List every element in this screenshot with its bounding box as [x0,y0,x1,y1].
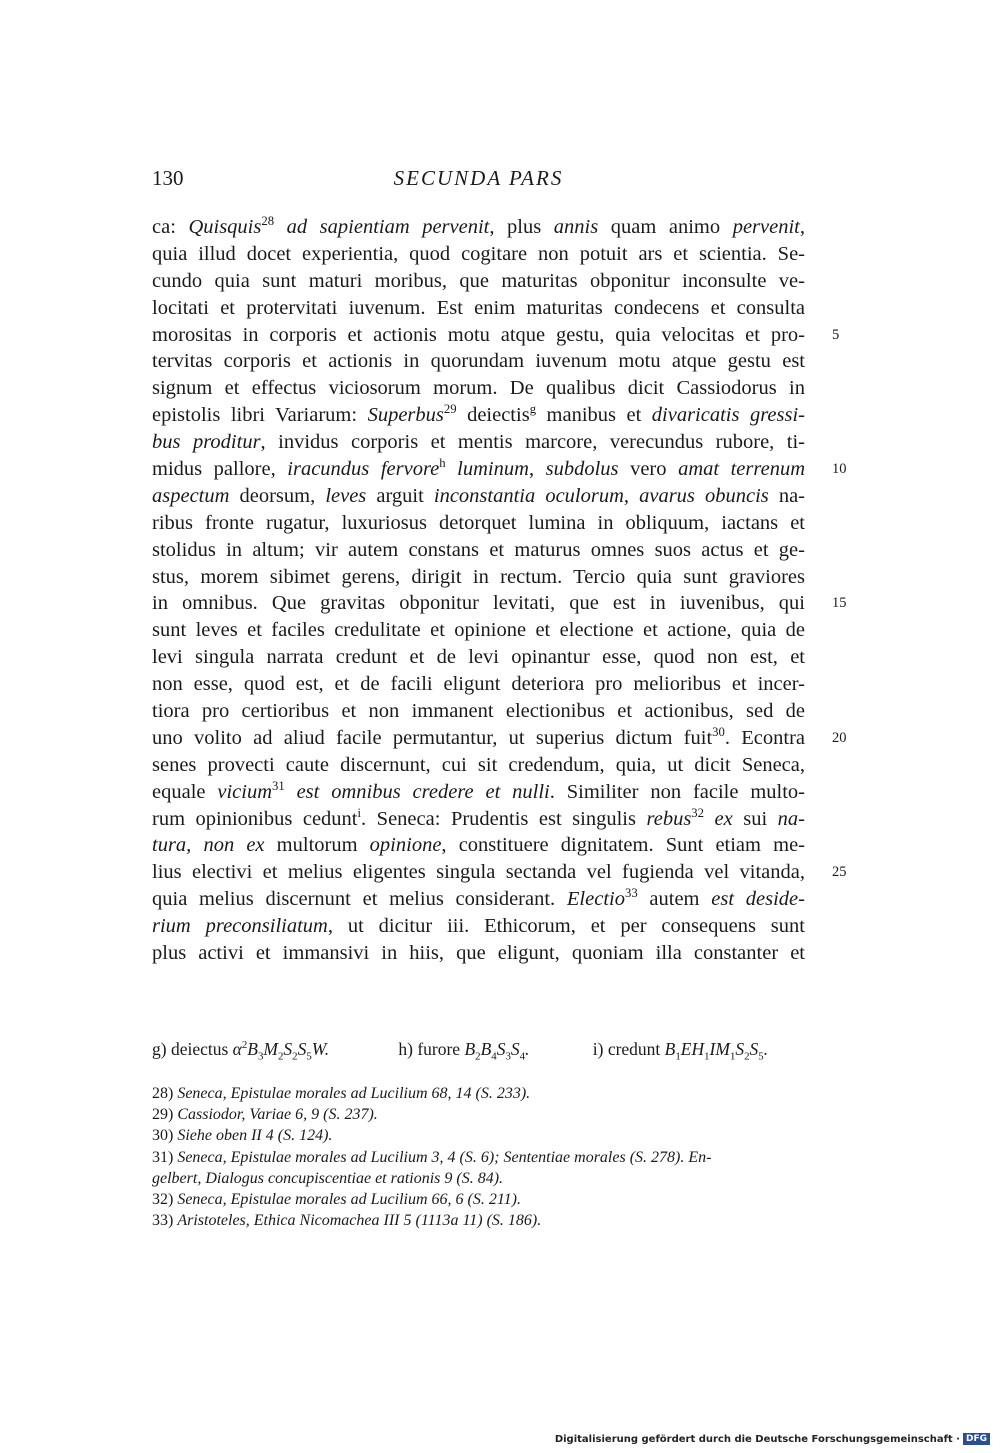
dfg-logo: DFG [963,1433,990,1445]
footnote [152,1083,805,1104]
footnotes [152,1083,805,1231]
text-run: autem [637,888,712,911]
text-run: rum opinionibus cedunt [152,807,358,830]
text-run: ad sapientiam pervenit [274,216,490,238]
text-run: leves [325,484,367,507]
running-head: SECUNDA PARS [393,166,564,190]
subscript: 4 [491,1050,497,1063]
line-number: 20 [832,729,847,746]
text-run: ca: [152,216,189,238]
text-run: S [496,1039,506,1059]
text-run: S [283,1039,293,1059]
text-run: tiora pro certioribus et non immanent electionibus et actionibus, sed de [152,700,805,723]
superscript: 30 [712,725,725,740]
dfg-funding-footer [555,1433,990,1445]
text-run: Electio [566,888,625,911]
subscript: 1 [675,1050,681,1063]
superscript: 33 [624,886,638,901]
text-run: locitati et protervitati iuvenum. Est enim maturitas condecens et consulta [152,296,805,319]
subscript: 2 [292,1050,298,1063]
text-run: sunt leves et faciles credulitate et opinione et electione et actione, quia de [152,619,805,642]
footnote-number: 29) [152,1106,178,1124]
text-run: , [799,216,805,238]
line-number: 25 [832,864,847,881]
subscript: 1 [729,1050,736,1063]
text-run: , invidus corporis et mentis marcore, verecundus rubore, ti- [260,431,805,454]
text-run: avarus obuncis [639,484,769,507]
text-run: , constituere dignitatem. Sunt etiam me- [441,834,805,857]
variant-i [593,1037,768,1061]
text-line [152,402,805,429]
footnote [152,1189,805,1210]
text-line [152,940,805,967]
text-run: arguit [366,484,434,507]
text-run: midus pallore, [152,458,288,481]
text-run: , [623,484,640,507]
text-line [152,510,805,537]
text-run: cundo quia sunt maturi moribus, que maturitas obponitur inconsulte ve- [152,269,805,292]
text-run: plus activi et immansivi in hiis, que eligunt, quoniam illa constanter et [152,942,805,965]
text-run: , ut dicitur iii. Ethicorum, et per consequens sunt [327,915,805,938]
text-run: stolidus in altum; vir autem constans et maturus omnes suos actus et ge- [152,538,805,561]
text-run: . Seneca: Prudentis est singulis [361,807,647,830]
text-run: signum et effectus viciosorum morum. De qualibus dicit Cassiodorus in [152,377,805,400]
text-run: B [464,1039,476,1059]
text-run: est deside- [711,888,805,911]
text-run: vicium [217,780,273,803]
text-run: na- [777,807,805,830]
superscript: i [357,805,362,820]
footnote-number: 30) [152,1127,178,1145]
text-run: bus proditur [152,431,261,454]
superscript: 2 [241,1039,248,1052]
superscript: 28 [261,214,275,229]
text-line [152,698,805,725]
text-line [152,725,847,752]
body-text [152,214,847,967]
text-run: quia illud docet experientia, quod cogitare non potuit ars et scientia. Se- [152,242,805,265]
text-line [152,429,805,456]
footnote-text: Aristoteles, Ethica Nicomachea III 5 (1113a 11) (S. 186). [177,1212,542,1230]
footer-text: Digitalisierung gefördert durch die Deutsche Forschungsgemeinschaft · [554,1434,960,1445]
text-run: h) furore [398,1039,465,1059]
subscript: 2 [277,1050,284,1063]
subscript: 1 [704,1050,710,1063]
text-run: quam animo [598,216,733,238]
footnote-text: Seneca, Epistulae morales ad Lucilium 3, 4 (S. 6); Sententiae morales (S. 278). En- [177,1148,712,1166]
text-run: pervenit [732,216,800,238]
text-run: α [232,1039,242,1059]
text-run: S [735,1039,745,1059]
text-line [152,617,805,644]
text-run: . [763,1039,769,1059]
text-run: ribus fronte rugatur, luxuriosus detorquet lumina in obliquum, iactans et [152,511,805,534]
text-line [152,671,805,698]
text-run: B [247,1039,258,1059]
footnote-number: 33) [152,1212,178,1230]
text-line [152,241,805,268]
text-line [152,913,805,940]
text-run: inconstantia oculorum [433,484,624,507]
subscript: 3 [505,1050,511,1063]
text-run: sui [732,807,778,830]
text-run: non esse, quod est, et de facili eligunt deteriora pro melioribus et incer- [152,673,805,696]
text-line [152,214,805,241]
text-run: S [510,1039,520,1059]
text-run: rium preconsiliatum [152,915,328,938]
text-run: deorsum, [229,484,326,507]
text-run: i) credunt [592,1039,665,1059]
variant-h [398,1037,588,1061]
footnote-number: 28) [152,1085,178,1102]
text-line [152,752,805,779]
text-run: S [297,1039,307,1059]
text-run: iracundus fervore [287,458,440,481]
text-line [152,322,840,349]
text-run: . Econtra [724,726,805,749]
text-line [152,348,805,375]
text-line [152,564,805,591]
footnote-text: Siehe oben II 4 (S. 124). [177,1127,333,1145]
text-run: stus, morem sibimet gerens, dirigit in rectum. Tercio quia sunt graviores [152,565,805,588]
text-line [152,806,805,833]
text-run: tura, non ex [152,834,265,857]
page-number: 130 [152,166,184,190]
text-run: g) deiectus [152,1039,233,1059]
text-run: subdolus [545,458,619,481]
superscript: g [529,402,537,417]
footnote-number: 32) [152,1191,178,1209]
footnote [152,1210,805,1231]
footnote [152,1168,805,1189]
text-run: EH [680,1039,705,1059]
subscript: 4 [519,1050,526,1063]
text-line [152,295,805,322]
text-run: manibus et [536,404,652,427]
footnote-text: Cassiodor, Variae 6, 9 (S. 237). [177,1106,378,1124]
superscript: 31 [272,778,285,793]
text-line [152,644,805,671]
text-run: in omnibus. Que gravitas obponitur levitati, que est in iuvenibus, qui [152,592,805,615]
text-run: B [664,1039,676,1059]
line-number: 10 [832,461,847,478]
superscript: 32 [691,805,704,820]
text-run: rebus [646,807,692,830]
text-line [152,590,847,617]
subscript: 2 [744,1050,750,1063]
text-run: ex [704,807,733,830]
text-run: equale [152,780,218,803]
text-run: multorum [264,834,370,857]
text-run: aspectum [152,484,230,507]
text-run: W. [311,1039,330,1059]
text-line [152,537,805,564]
footnote-text: Seneca, Epistulae morales ad Lucilium 68, 14 (S. 233). [177,1085,531,1102]
text-run: amat terrenum [678,458,806,481]
subscript: 3 [257,1050,264,1063]
text-run: . Similiter non facile multo- [549,780,805,803]
variant-g [152,1037,394,1061]
footnote [152,1104,805,1125]
text-run: senes provecti caute discernunt, cui sit credendum, quia, ut dicit Seneca, [152,753,805,776]
text-run: S [749,1039,759,1059]
text-run: IM [709,1039,730,1059]
line-number: 15 [832,595,847,612]
footnote-number: 31) [152,1148,178,1166]
subscript: 5 [306,1050,312,1063]
text-line [152,483,805,510]
text-run: tervitas corporis et actionis in quorundam iuvenum motu atque gestu est [152,350,805,373]
text-run: luminum [445,458,529,481]
text-run: opinione [369,834,442,857]
text-run: annis [553,216,599,238]
text-line [152,832,805,859]
text-run: morositas in corporis et actionis motu atque gestu, quia velocitas et pro- [152,323,805,346]
text-line [152,375,805,402]
text-run: , plus [489,216,554,238]
text-run: est omnibus credere et nulli [284,780,550,803]
text-line [152,456,847,483]
text-line [152,886,805,913]
text-run: , [528,458,546,481]
subscript: 5 [758,1050,764,1063]
footnote [152,1125,805,1146]
text-run: vero [618,458,679,481]
text-run: . [525,1039,530,1059]
footnote-text: Seneca, Epistulae morales ad Lucilium 66, 6 (S. 211). [177,1191,521,1209]
critical-apparatus [152,1037,852,1061]
superscript: h [439,456,446,471]
line-number: 5 [832,326,840,343]
text-run: deiectis [456,404,530,427]
text-run: divaricatis gressi- [651,404,805,427]
text-run: M [263,1039,278,1059]
text-run: lius electivi et melius eligentes singula sectanda vel fugienda vel vitanda, [152,861,805,884]
text-line [152,779,805,806]
footnote-text: gelbert, Dialogus concupiscentiae et rationis 9 (S. 84). [152,1169,504,1187]
superscript: 29 [443,402,457,417]
text-line [152,859,847,886]
text-run: levi singula narrata credunt et de levi opinantur esse, quod non est, et [152,646,805,669]
footnote [152,1147,805,1168]
text-run: Quisquis [188,216,262,238]
text-run: na- [768,484,806,507]
text-run: epistolis libri Variarum: [152,404,368,427]
text-run: B [480,1039,492,1059]
text-line [152,268,805,295]
text-run: uno volito ad aliud facile permutantur, ut superius dictum fuit [152,726,713,749]
text-run: Superbus [367,404,444,427]
text-run: quia melius discernunt et melius considerant. [152,888,567,911]
subscript: 2 [475,1050,481,1063]
